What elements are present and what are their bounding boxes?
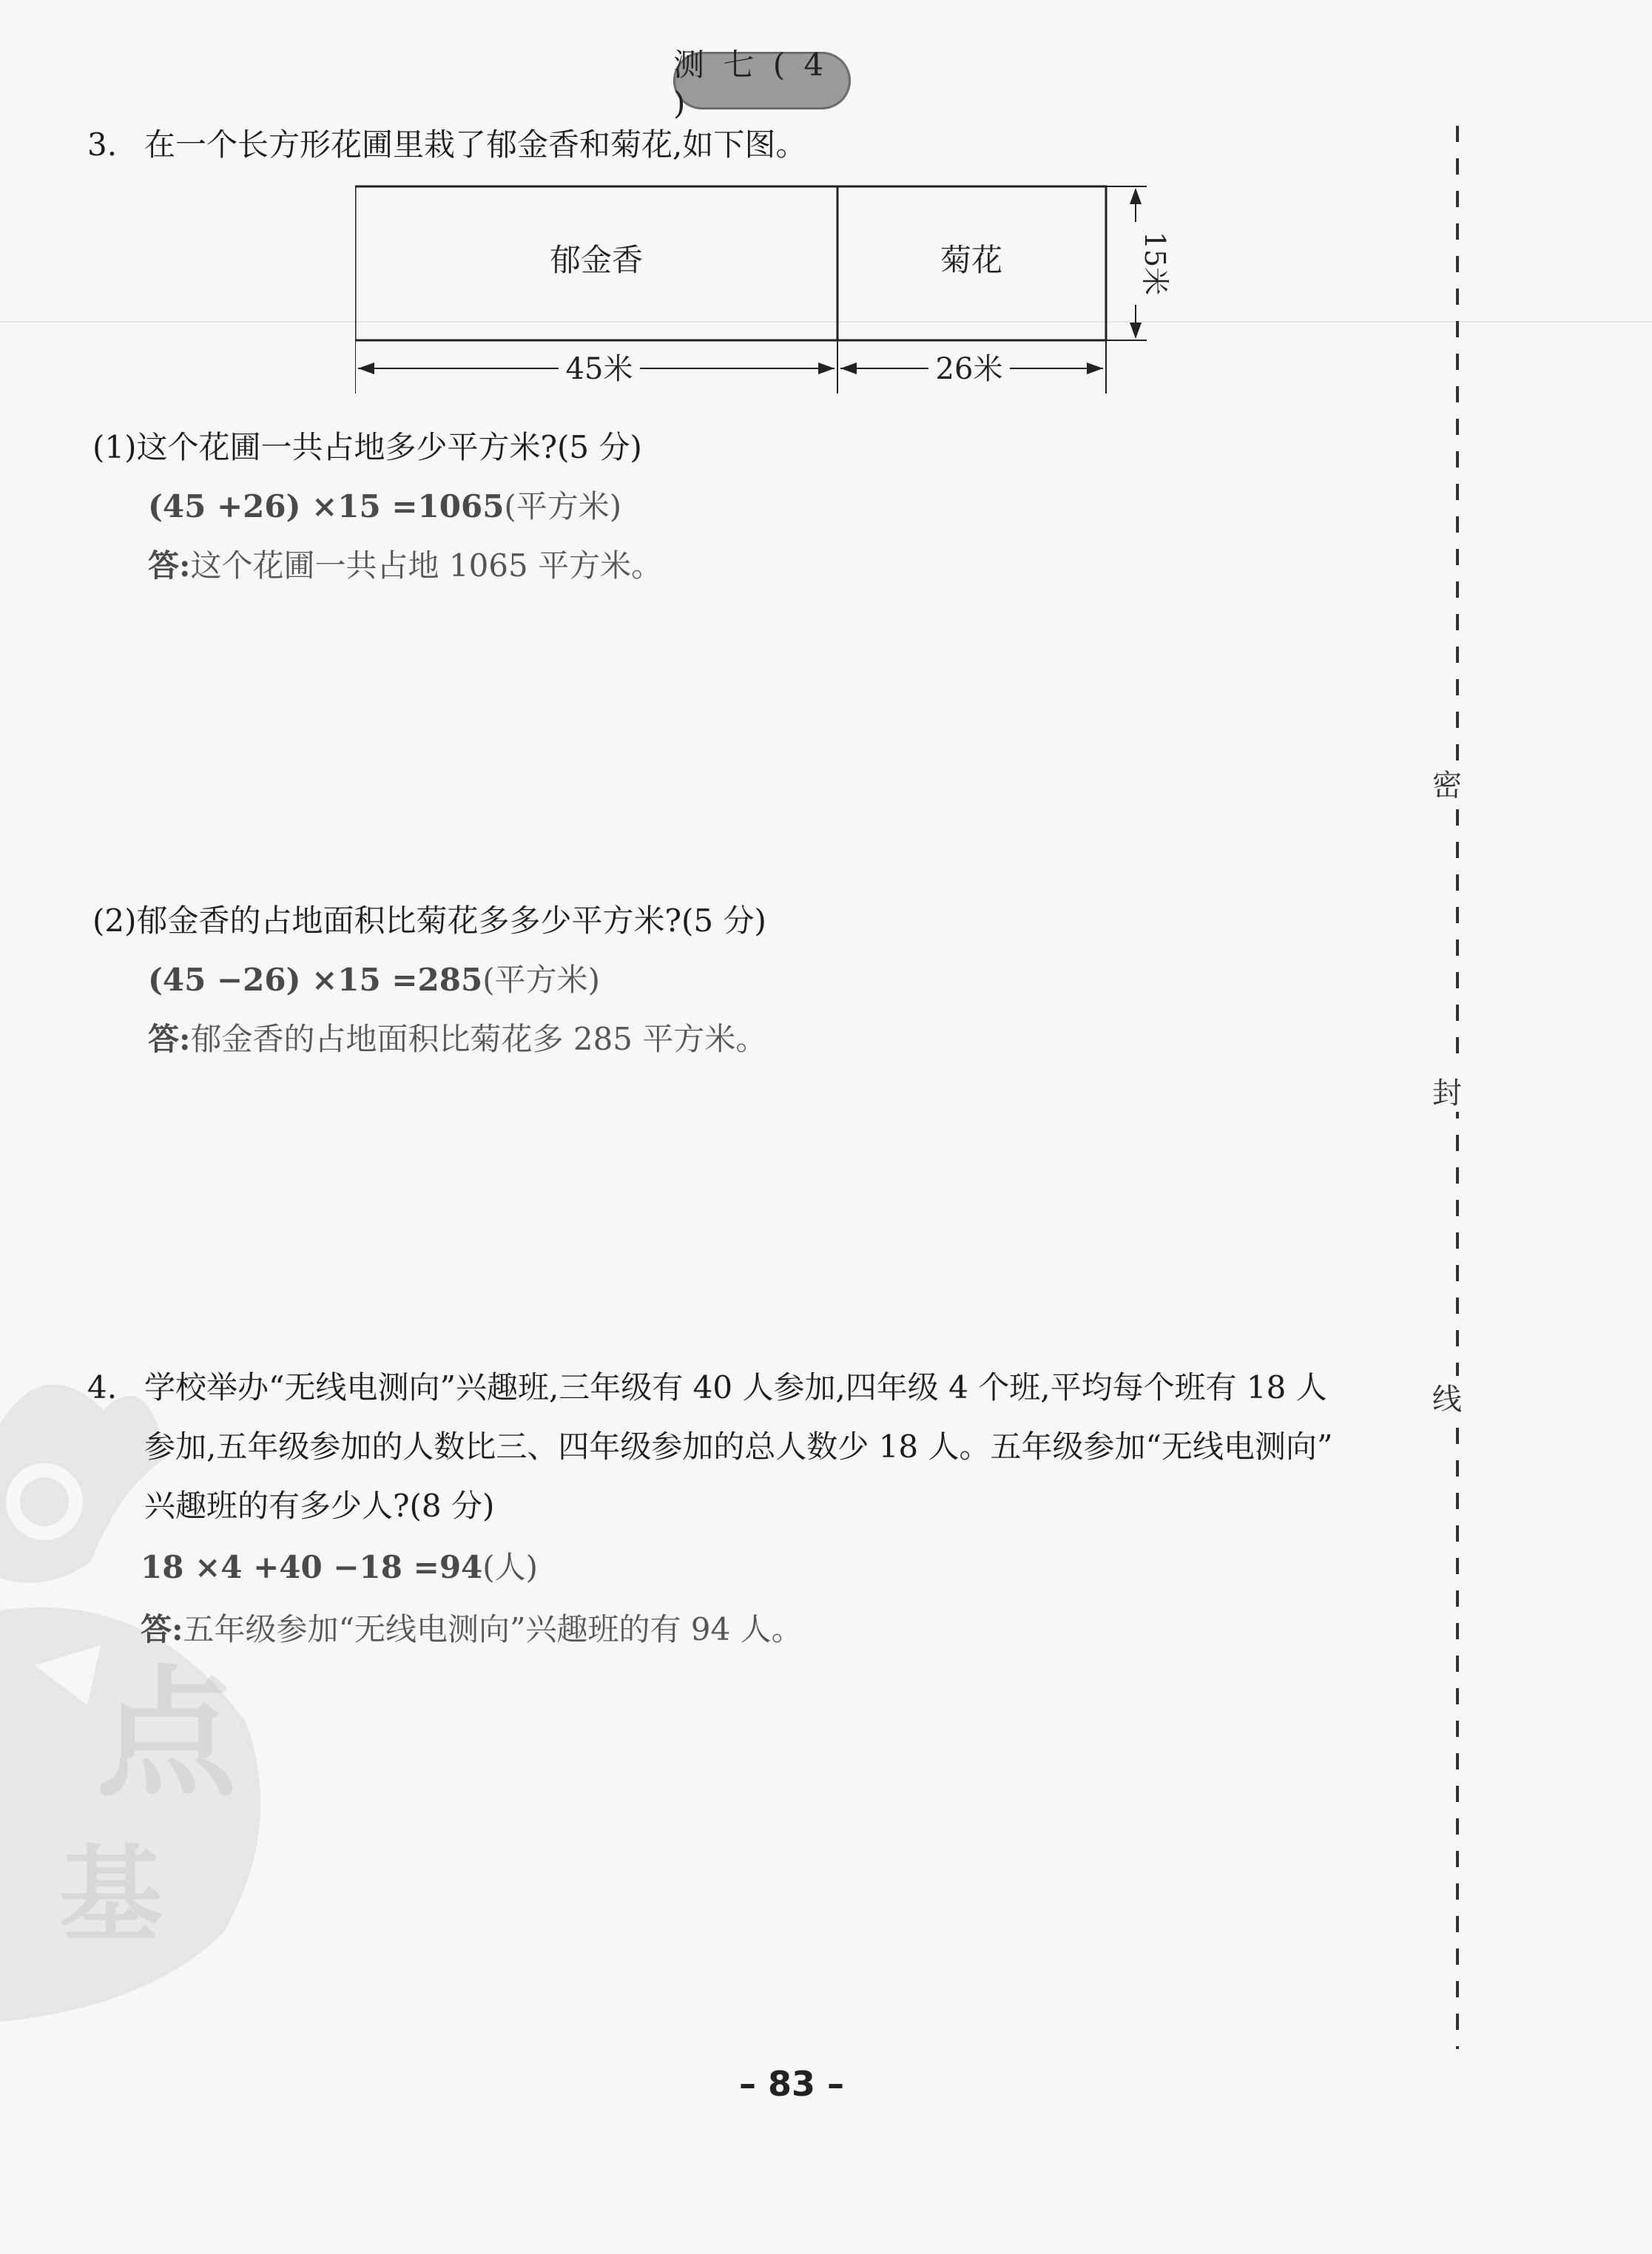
watermark-text-1: 点 — [96, 1653, 237, 1816]
width-45-label: 45米 — [565, 352, 633, 386]
page-number: – 83 – — [738, 2064, 845, 2104]
q3-sub1-answer: 这个花圃一共占地 1065 平方米。 — [190, 547, 663, 584]
q3-sub1-question: (1)这个花圃一共占地多少平方米?(5 分) — [92, 429, 642, 465]
tulip-label: 郁金香 — [549, 242, 644, 278]
chrysanthemum-label: 菊花 — [940, 242, 1003, 278]
q3-sub1-answer-label: 答: — [148, 547, 191, 584]
q4-answer-label: 答: — [141, 1611, 183, 1647]
q4-number: 4. — [87, 1369, 118, 1406]
width-26-label: 26米 — [935, 352, 1003, 386]
mascot-watermark-icon — [0, 1369, 311, 2071]
q3-number: 3. — [87, 126, 118, 163]
q4-answer: 五年级参加“无线电测向”兴趣班的有 94 人。 — [183, 1611, 803, 1647]
watermark-text-2: 基 — [59, 1835, 163, 1956]
q4-formula-line — [141, 1543, 538, 1587]
q3-sub2-answer-line — [148, 1015, 766, 1059]
seal-char-feng: 封 — [1432, 1070, 1462, 1112]
q3-sub2-answer: 郁金香的占地面积比菊花多 285 平方米。 — [190, 1021, 767, 1057]
q3-sub1-formula-line — [148, 482, 621, 527]
q4-line-3: 兴趣班的有多少人?(8 分) — [144, 1488, 495, 1524]
q3-sub2-question: (2)郁金香的占地面积比菊花多多少平方米?(5 分) — [92, 902, 766, 939]
q3-sub2-formula-line — [148, 956, 600, 1000]
q4-unit: (人) — [482, 1549, 539, 1585]
seal-char-xian: 线 — [1432, 1376, 1462, 1418]
q3-sub2-formula: (45 −26) ×15 =285 — [148, 962, 483, 998]
seal-char-mi: 密 — [1432, 762, 1462, 804]
section-title: 测 七 ( 4 ) — [673, 46, 829, 121]
q3-sub1-unit: (平方米) — [504, 488, 622, 524]
q4-answer-line — [141, 1605, 803, 1650]
q3-sub1-answer-line — [148, 541, 662, 586]
garden-diagram — [355, 178, 1184, 399]
q4-line-1: 学校举办“无线电测向”兴趣班,三年级有 40 人参加,四年级 4 个班,平均每个班有 18 人 — [144, 1369, 1327, 1406]
height-15-label: 15米 — [1139, 231, 1171, 296]
q4-line-2: 参加,五年级参加的人数比三、四年级参加的总人数少 18 人。五年级参加“无线电测向” — [144, 1428, 1333, 1465]
section-header-pill — [673, 46, 851, 121]
q4-formula: 18 ×4 +40 −18 =94 — [141, 1549, 483, 1585]
q3-sub2-answer-label: 答: — [148, 1021, 191, 1057]
q3-sub2-unit: (平方米) — [482, 962, 600, 998]
q3-sub1-formula: (45 +26) ×15 =1065 — [148, 488, 505, 524]
q3-text: 在一个长方形花圃里栽了郁金香和菊花,如下图。 — [144, 126, 807, 163]
